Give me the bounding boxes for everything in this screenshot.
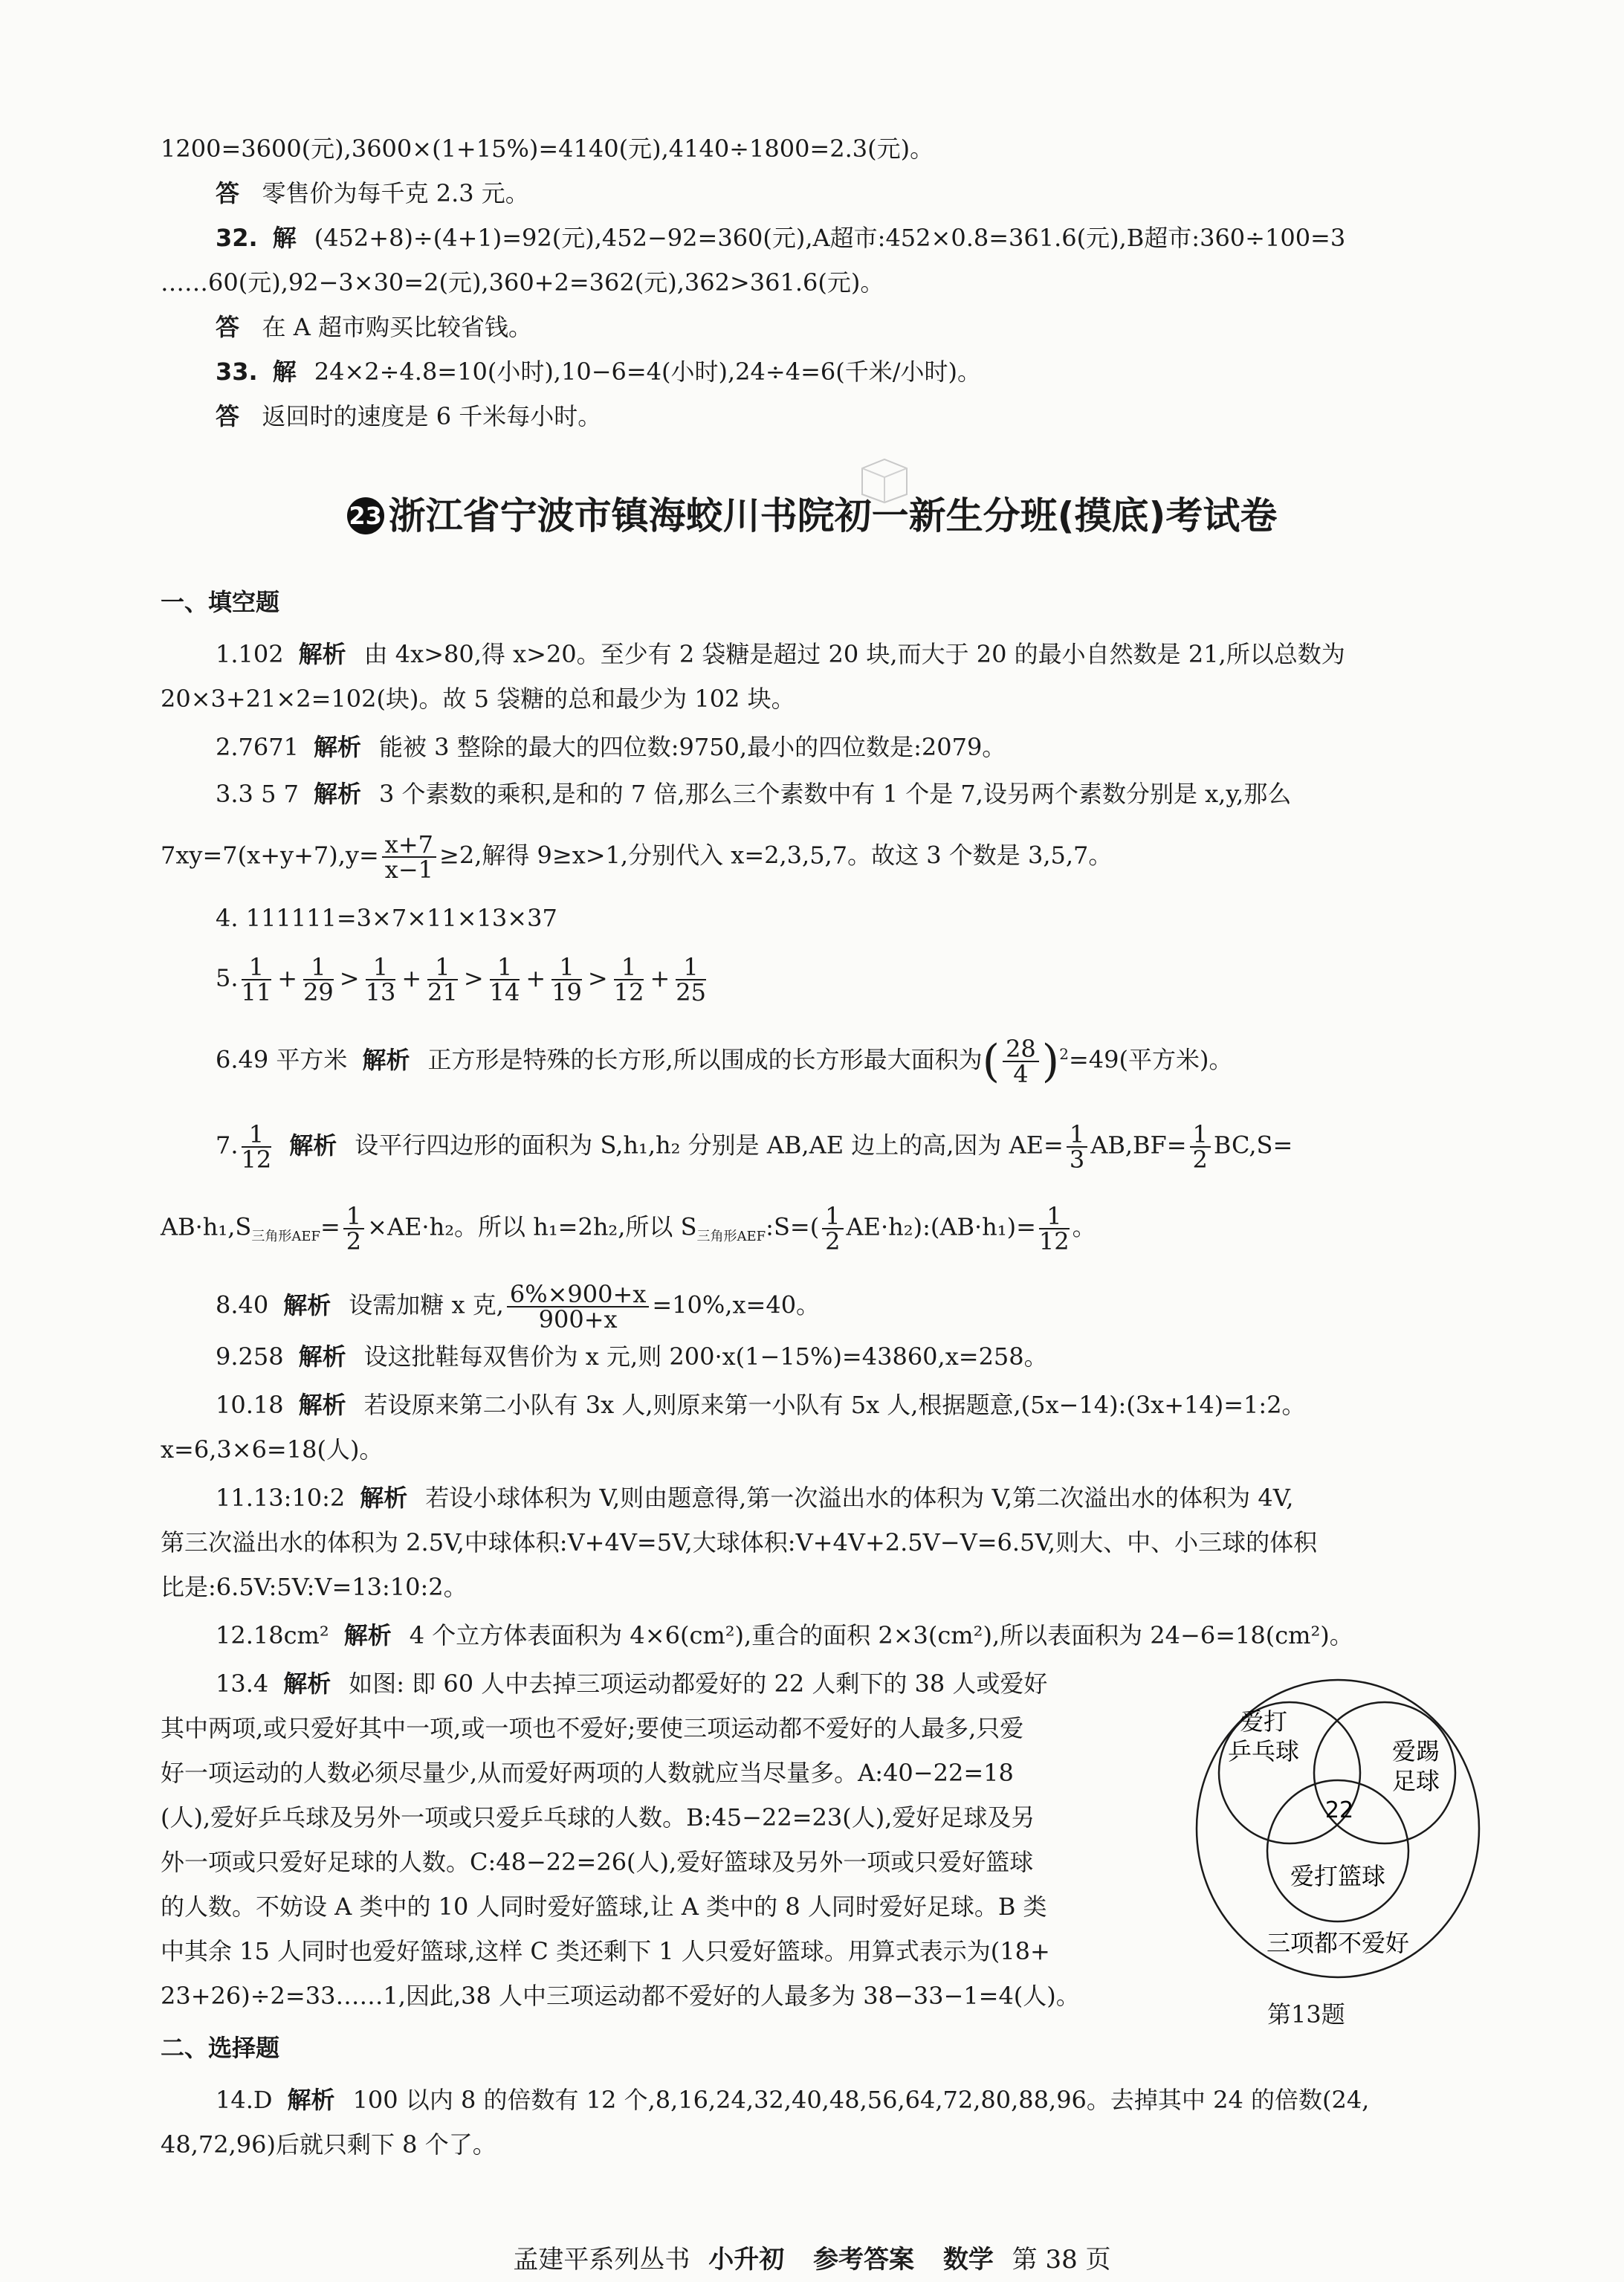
item-10 [216,1390,1306,1420]
analysis-text: 设需加糖 x 克, [349,1290,504,1319]
venn-label-football: 爱踢 [1391,1737,1440,1765]
page-footer [0,2245,1624,2275]
item-14-cont [161,2130,496,2159]
fraction [1039,1204,1070,1253]
fraction [507,1280,650,1334]
solution-text: (452+8)÷(4+1)=92(元),452−92=360(元),A超市:452×0.8=361.6(元),B超市:360÷100=3 [314,224,1346,252]
solution-text: ……60(元),92−3×30=2(元),360+2=362(元),362>361.6(元)。 [161,268,884,297]
fraction [1003,1037,1039,1086]
fraction-denominator: 12 [1038,1227,1070,1255]
fraction-numerator: 1 [303,955,334,980]
fraction [242,955,272,1004]
analysis-text: :S=( [766,1212,820,1241]
fraction-denominator: 2 [1192,1145,1208,1174]
fraction-denominator: 25 [676,978,706,1006]
analysis-label: 解析 [313,733,361,761]
analysis-text: 若设小球体积为 V,则由题意得,第一次溢出水的体积为 V,第二次溢出水的体积为 4V, [425,1484,1294,1512]
item-11-cont-1 [161,1528,1317,1557]
venn-center-count: 22 [1324,1797,1354,1823]
item-answer: 9.258 [216,1342,284,1371]
fraction-numerator: x+7 [382,833,436,858]
fraction-denominator: 4 [1013,1060,1029,1088]
fraction-numerator: 1 [1039,1204,1070,1229]
item-answer: 12.18cm² [216,1621,329,1649]
fraction [676,955,706,1004]
analysis-label: 解析 [298,640,346,668]
fraction-numerator: 1 [1190,1122,1211,1148]
footer-subject: 数学 [942,2245,994,2275]
solution-text: 24×2÷4.8=10(小时),10−6=4(小时),24÷4=6(千米/小时)。 [314,358,981,386]
item-answer: 1.102 [216,640,284,668]
analysis-text: ≥2,解得 9≥x>1,分别代入 x=2,3,5,7。故这 3 个数是 3,5,7。 [439,841,1113,870]
fraction-numerator: 1 [676,955,706,980]
figure-caption: 第13题 [1267,2000,1345,2029]
operator: + [650,963,670,992]
item-answer: 13.4 [216,1670,269,1698]
section-heading-fill-blank: 一、填空题 [161,588,280,616]
fraction-denominator: 29 [303,978,334,1006]
fraction-denominator: 11 [241,978,272,1006]
fraction-numerator: 1 [614,955,644,980]
fraction-denominator: 14 [489,978,520,1006]
operator: + [525,963,546,992]
analysis-label: 解析 [298,1342,346,1371]
fraction-denominator: x−1 [384,856,434,884]
footer-kind: 参考答案 [813,2245,915,2275]
item-12 [216,1620,1353,1650]
fraction-numerator: 1 [242,955,272,980]
operator: + [401,963,422,992]
analysis-text: 3 个素数的乘积,是和的 7 倍,那么三个素数中有 1 个是 7,设另两个素数分别是 x,y,那么 [378,780,1292,808]
footer-series: 孟建平系列丛书 [513,2245,690,2275]
fraction-denominator: 21 [427,978,458,1006]
fraction [490,955,520,1004]
item-6: 6.49 平方米 解析 正方形是特殊的长方形,所以围成的长方形最大面积为( $\frac{28}{4}$ )$^2$=49(平方米)。 [216,1035,1233,1088]
fraction-numerator: 1 [242,1122,272,1148]
item-11 [216,1483,1293,1513]
item-11-cont-2 [161,1572,468,1602]
fraction [366,955,396,1004]
analysis-text: 能被 3 整除的最大的四位数:9750,最小的四位数是:2079。 [378,733,1006,761]
exam-title [0,494,1624,538]
answer-label: 答 [216,402,240,430]
fraction-denominator: 13 [365,978,396,1006]
analysis-label: 解析 [298,1391,346,1419]
answer-33 [216,401,601,431]
question-32 [216,223,1345,253]
analysis-text: AB·h₁,S [161,1212,252,1241]
carry-text: 1200=3600(元),3600×(1+15%)=4140(元),4140÷1800=2.3(元)。 [161,135,934,163]
fraction-numerator: 1 [822,1204,843,1229]
item-4: 4. 111111=3×7×11×13×37 [216,904,557,932]
fraction-numerator: 28 [1003,1037,1039,1062]
item-answer: 6.49 平方米 [216,1045,348,1074]
item-3 [216,779,1291,809]
fraction-denominator: 3 [1069,1145,1085,1174]
fraction [551,955,582,1004]
fraction [427,955,458,1004]
venn-label-football: 足球 [1391,1767,1440,1795]
analysis-text: AB,BF= [1090,1131,1187,1160]
analysis-text: 。 [1072,1212,1096,1241]
fraction [1190,1120,1211,1174]
item-13-cont: 中其余 15 人同时也爱好篮球,这样 C 类还剩下 1 人只爱好篮球。用算式表示为(18+ [161,1937,1050,1965]
exam-title-text: 浙江省宁波市镇海蛟川书院初一新生分班(摸底)考试卷 [388,494,1278,537]
fraction-numerator: 1 [366,955,396,980]
analysis-label: 解析 [287,2086,335,2114]
fraction-denominator: 2 [825,1227,841,1255]
fraction-denominator: 900+x [538,1305,618,1334]
item-13-cont: 的人数。不妨设 A 类中的 10 人同时爱好篮球,让 A 类中的 8 人同时爱好足球。B 类 [161,1892,1047,1921]
question-32-cont [161,268,884,297]
analysis-text: 设这批鞋每双售价为 x 元,则 200·x(1−15%)=43860,x=258。 [363,1342,1048,1371]
analysis-text: 设平行四边形的面积为 S,h₁,h₂ 分别是 AB,AE 边上的高,因为 AE= [355,1131,1064,1160]
item-13-cont: (人),爱好乒乓球及另外一项或只爱乒乓球的人数。B:45−22=23(人),爱好足球及另 [161,1803,1035,1832]
subscript: 三角形AEF [696,1228,766,1244]
analysis-text: 由 4x>80,得 x>20。至少有 2 袋糖是超过 20 块,而大于 20 的最小自然数是 21,所以总数为 [363,640,1345,668]
analysis-label: 解析 [360,1484,408,1512]
operator: > [587,963,608,992]
item-answer-fraction [241,1120,272,1174]
fraction [822,1204,843,1253]
item-13-cont: 外一项或只爱好足球的人数。C:48−22=26(人),爱好篮球及另外一项或只爱好篮球 [161,1848,1034,1876]
answer-text: 在 A 超市购买比较省钱。 [262,313,532,341]
analysis-text: 正方形是特殊的长方形,所以围成的长方形最大面积为 [427,1045,983,1074]
answer-text: 返回时的速度是 6 千米每小时。 [262,402,602,430]
exam-number-badge: 23 [347,497,384,534]
item-1 [216,639,1345,669]
subscript: 三角形AEF [251,1228,320,1244]
item-answer: 8.40 [216,1290,269,1319]
item-10-cont [161,1435,383,1464]
analysis-label: 解析 [283,1290,331,1319]
answer-text: 零售价为每千克 2.3 元。 [262,179,529,207]
item-answer: 11.13:10:2 [216,1484,346,1512]
item-13-cont: 好一项运动的人数必须尽量少,从而爱好两项的人数就应当尽量多。A:40−22=18 [161,1759,1014,1787]
fraction [303,955,334,1004]
item-2 [216,732,1006,762]
item-8 [216,1280,821,1334]
answer-label: 答 [216,313,240,341]
analysis-text: ×AE·h₂。所以 h₁=2h₂,所以 S [367,1212,697,1241]
fraction [1067,1120,1087,1174]
analysis-text: =10%,x=40。 [652,1290,821,1319]
analysis-text: AE·h₂):(AB·h₁)= [846,1212,1036,1241]
fraction-numerator: 1 [490,955,520,980]
carry-line [161,134,934,164]
analysis-text: = [320,1212,340,1241]
analysis-text: x=6,3×6=18(人)。 [161,1435,384,1464]
question-33 [216,357,981,387]
item-7-cont [161,1204,1096,1253]
item-answer: 2.7671 [216,733,299,761]
item-13 [216,1669,1047,1698]
item-answer: 3.3 5 7 [216,780,299,808]
item-number: 5. [216,963,239,992]
operator: > [339,963,360,992]
analysis-text: 比是:6.5V:5V:V=13:10:2。 [161,1573,468,1601]
operator: > [463,963,484,992]
analysis-text: 100 以内 8 的倍数有 12 个,8,16,24,32,40,48,56,64,72,80,88,96。去掉其中 24 的倍数(24, [352,2086,1370,2114]
operator: + [277,963,298,992]
fraction-denominator: 19 [551,978,582,1006]
fraction [343,1204,364,1253]
item-answer: 10.18 [216,1391,284,1419]
item-5 [216,955,709,1004]
fraction [614,955,644,1004]
footer-page-number: 第 38 页 [1012,2245,1111,2275]
item-13-cont: 23+26)÷2=33……1,因此,38 人中三项运动都不爱好的人最多为 38−33−1=4(人)。 [161,1982,1080,2010]
fraction-numerator: 6%×900+x [507,1282,650,1308]
answer-31 [216,178,529,208]
item-number: 7. [216,1131,239,1160]
analysis-text: 如图: 即 60 人中去掉三项运动都爱好的 22 人剩下的 38 人或爱好 [349,1670,1048,1698]
solution-label: 解 [272,358,297,386]
question-number: 32. [216,224,258,252]
item-14 [216,2085,1369,2115]
fraction [382,830,436,884]
fraction-denominator: 12 [613,978,644,1006]
venn-label-pingpong: 爱打 [1239,1707,1288,1736]
analysis-text: 第三次溢出水的体积为 2.5V,中球体积:V+4V=5V,大球体积:V+4V+2.5V−V=6.5V,则大、中、小三球的体积 [161,1528,1318,1557]
analysis-label: 解析 [289,1131,337,1160]
fraction-inequality [239,953,709,1006]
analysis-label: 解析 [343,1621,392,1649]
analysis-text: 4 个立方体表面积为 4×6(cm²),重合的面积 2×3(cm²),所以表面积为 24−6=18(cm²)。 [409,1621,1353,1649]
venn-label-basketball: 爱打篮球 [1290,1862,1386,1890]
fraction-denominator: 12 [241,1145,272,1174]
analysis-text: 20×3+21×2=102(块)。故 5 袋糖的总和最少为 102 块。 [161,685,795,713]
fraction-numerator: 1 [551,955,582,980]
analysis-text: BC,S= [1213,1131,1293,1160]
item-1-cont [161,684,795,714]
solution-label: 解 [272,224,297,252]
fraction-numerator: 1 [427,955,458,980]
analysis-text: =49(平方米)。 [1068,1045,1233,1074]
answer-label: 答 [216,179,240,207]
item-13-cont: 其中两项,或只爱好其中一项,或一项也不爱好;要使三项运动都不爱好的人最多,只爱 [161,1714,1024,1742]
analysis-text: 7xy=7(x+y+7),y= [161,841,379,870]
venn-label-none: 三项都不爱好 [1266,1929,1410,1957]
analysis-label: 解析 [362,1045,410,1074]
answer-32 [216,312,532,342]
item-answer: 14.D [216,2086,273,2114]
fraction-denominator: 2 [346,1227,362,1255]
analysis-label: 解析 [283,1670,331,1698]
item-7 [216,1120,1293,1174]
fraction-numerator: 1 [343,1204,364,1229]
footer-level: 小升初 [708,2245,785,2275]
analysis-text: 48,72,96)后就只剩下 8 个了。 [161,2130,496,2159]
question-number: 33. [216,358,258,386]
fraction-numerator: 1 [1067,1122,1087,1148]
venn-label-pingpong: 乒乓球 [1227,1737,1300,1765]
section-heading-multiple-choice: 二、选择题 [161,2034,280,2062]
analysis-text: 若设原来第二小队有 3x 人,则原来第一小队有 5x 人,根据题意,(5x−14):(3x+14)=1:2。 [363,1391,1306,1419]
venn-diagram [1193,1669,1483,1981]
analysis-label: 解析 [313,780,361,808]
item-9 [216,1342,1048,1371]
item-3-cont [161,830,1113,884]
